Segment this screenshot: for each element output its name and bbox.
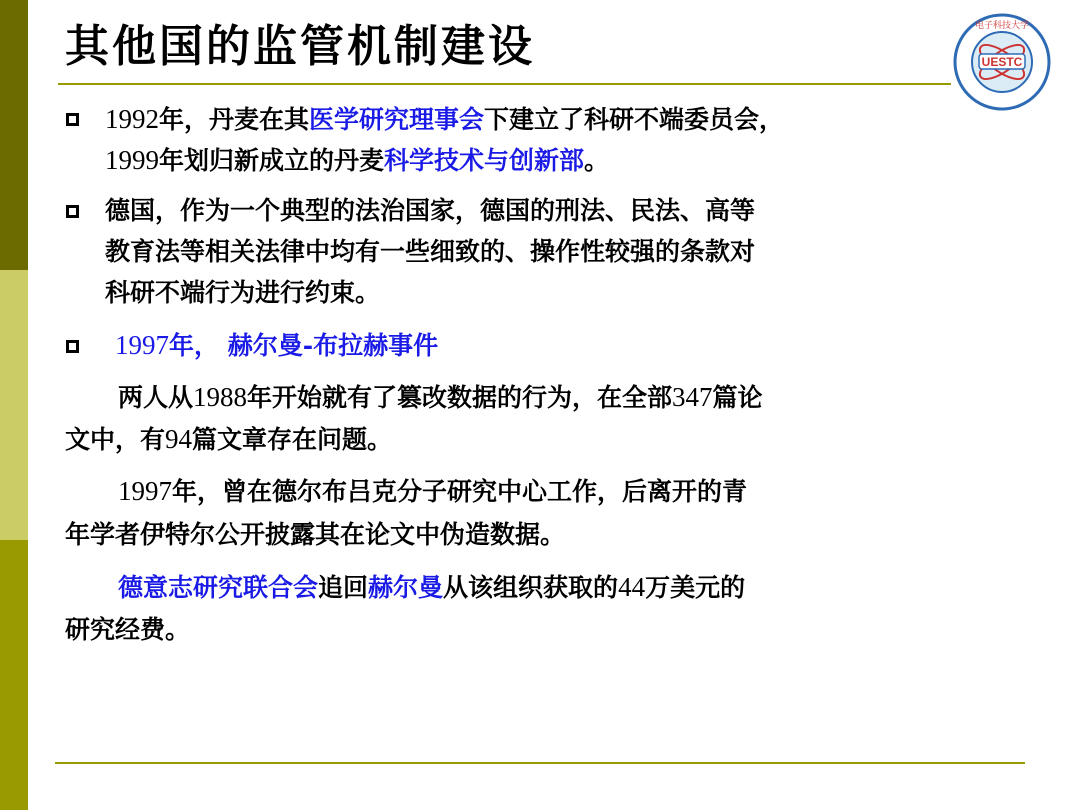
bullet3-year: 1997	[115, 330, 169, 360]
text-run: 文中，有	[65, 425, 166, 454]
slide-title: 其他国的监管机制建设	[65, 21, 535, 72]
para1-line1	[118, 377, 763, 418]
logo-ring-text: 电子科技大学	[974, 21, 1030, 31]
text-run: 科学技术与创新部	[384, 146, 585, 175]
para2-line1	[118, 471, 747, 512]
text-run: 从该组织获取的	[443, 573, 619, 602]
text-run: 两人从	[118, 383, 194, 412]
text-run: 年开始就有了篡改数据的行为，在全部	[247, 383, 673, 412]
text-run: 94	[165, 424, 193, 454]
text-run: 。	[584, 146, 610, 175]
text-run: 年，曾在德尔布吕克分子研究中心工作，后离开的青	[172, 477, 748, 506]
footer-rule	[55, 762, 1025, 764]
bullet3-title: 年， 赫尔曼-布拉赫事件	[169, 331, 439, 360]
text-run: 年，丹麦在其	[159, 105, 310, 134]
text-run: 万美元的	[645, 573, 746, 602]
university-logo	[952, 12, 1052, 112]
bullet-square-icon	[66, 205, 79, 218]
bullet1-line2	[105, 140, 609, 181]
para1-line2	[65, 419, 392, 460]
bullet-square-icon	[66, 113, 79, 126]
text-run: 1992	[105, 104, 159, 134]
text-run: 德意志研究联合会	[118, 573, 319, 602]
bullet1-line1	[105, 99, 784, 140]
bullet-square-icon	[66, 340, 79, 353]
text-run: 1999	[105, 145, 159, 175]
text-run: 篇文章存在问题。	[192, 425, 393, 454]
bullet2-line1: 德国，作为一个典型的法治国家，德国的刑法、民法、高等	[105, 196, 756, 225]
bullet2-line2: 教育法等相关法律中均有一些细致的、操作性较强的条款对	[105, 237, 756, 266]
left-decor-bar-bottom	[0, 540, 28, 810]
text-run: 医学研究理事会	[309, 105, 485, 134]
text-run: 1988	[193, 382, 248, 412]
para2-line2: 年学者伊特尔公开披露其在论文中伪造数据。	[65, 520, 566, 549]
para3-line2: 研究经费。	[65, 615, 191, 644]
left-decor-bar-top	[0, 0, 28, 270]
left-decor-bar-middle	[0, 270, 28, 540]
text-run: 1997	[118, 476, 172, 506]
text-run: 347	[672, 382, 713, 412]
text-run: 追回	[318, 573, 369, 602]
logo-text: UESTC	[981, 55, 1023, 69]
title-underline	[58, 83, 951, 85]
text-run: 44	[618, 572, 646, 602]
text-run: 下建立了科研不端委员会，	[484, 105, 785, 134]
text-run: 年划归新成立的丹麦	[159, 146, 385, 175]
para3-line1	[118, 567, 745, 608]
text-run: 篇论	[712, 383, 763, 412]
bullet3-heading	[115, 325, 438, 366]
bullet2-line3: 科研不端行为进行约束。	[105, 278, 381, 307]
text-run: 赫尔曼	[368, 573, 444, 602]
